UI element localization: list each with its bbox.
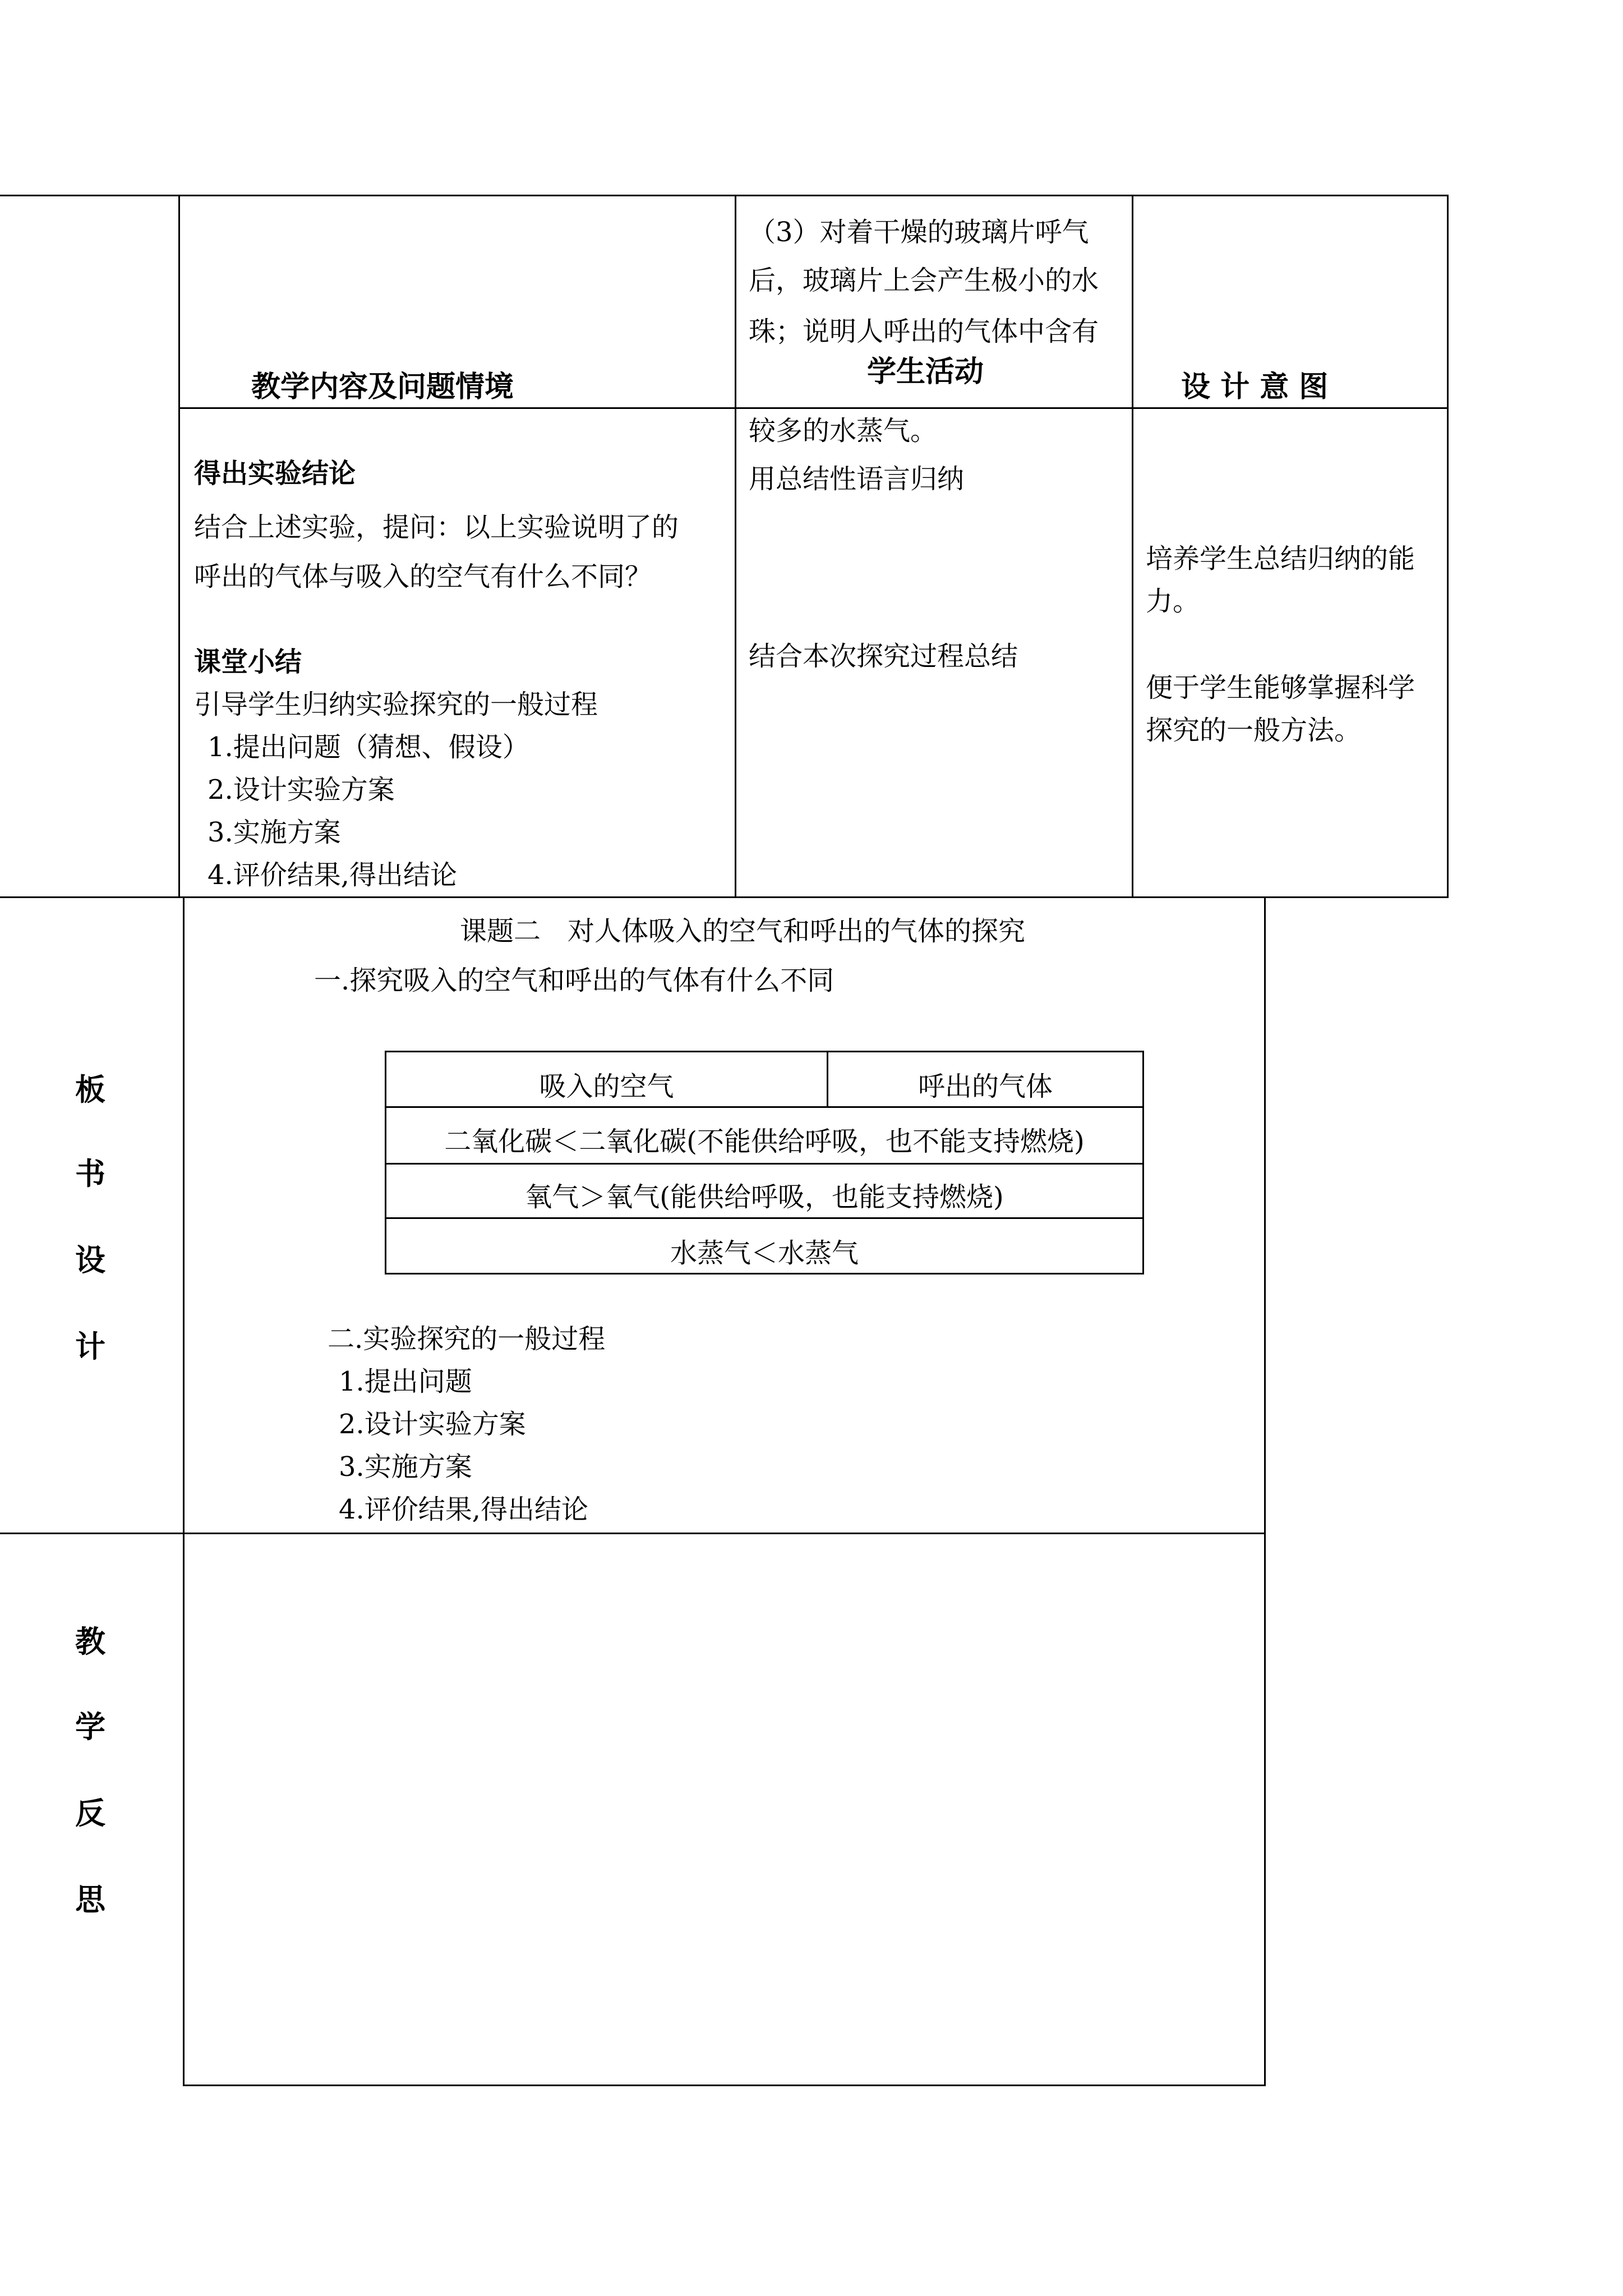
board-step-3: 3.实施方案 [339, 1451, 472, 1483]
inner-row-vapor: 水蒸气＜水蒸气 [670, 1237, 859, 1269]
board-section-2: 二.实验探究的一般过程 [328, 1323, 606, 1355]
intent-line-2: 力。 [1146, 586, 1200, 617]
reflection-label-char-3: 反 [75, 1796, 105, 1831]
student-top-line-3: 珠；说明人呼出的气体中含有 [749, 316, 1099, 347]
board-label-char-3: 设 [75, 1243, 105, 1278]
summary-step-1: 1.提出问题（猜想、假设） [208, 731, 529, 763]
bottom-border-right [1264, 898, 1266, 2086]
board-title: 课题二 对人体吸入的空气和呼出的气体的探究 [460, 915, 1026, 947]
reflection-label-char-1: 教 [75, 1624, 105, 1659]
summary-step-4: 4.评价结果,得出结论 [208, 859, 458, 891]
board-section-1: 一.探究吸入的空气和呼出的气体有什么不同 [314, 965, 834, 996]
header-design-intent: 设 计 意 图 [1181, 370, 1329, 404]
intent-line-4: 探究的一般方法。 [1146, 715, 1362, 746]
conclusion-heading: 得出实验结论 [194, 458, 356, 489]
summary-step-2: 2.设计实验方案 [208, 774, 395, 806]
top-table-col-divider-2 [735, 195, 736, 898]
board-step-4: 4.评价结果,得出结论 [339, 1494, 589, 1525]
top-table-border-top [0, 195, 1449, 196]
board-reflection-divider [0, 1533, 1266, 1534]
student-top-line-2: 后，玻璃片上会产生极小的水 [749, 265, 1099, 296]
header-content: 教学内容及问题情境 [251, 370, 514, 404]
board-step-1: 1.提出问题 [339, 1366, 472, 1397]
top-table-border-bottom [0, 896, 1449, 898]
inner-header-exhaled: 呼出的气体 [917, 1071, 1053, 1102]
top-table-col-divider-3 [1132, 195, 1133, 898]
intent-line-3: 便于学生能够掌握科学 [1146, 672, 1415, 703]
content-question-line-1: 结合上述实验，提问：以上实验说明了的 [194, 512, 679, 543]
inner-row-o2: 氧气＞氧气(能供给呼吸，也能支持燃烧) [525, 1181, 1004, 1213]
summary-heading: 课堂小结 [194, 646, 302, 678]
reflection-label-char-2: 学 [75, 1709, 105, 1745]
summary-step-3: 3.实施方案 [208, 817, 341, 848]
bottom-label-divider [183, 898, 185, 2086]
header-student-activity: 学生活动 [867, 355, 984, 389]
reflection-label-char-4: 思 [75, 1882, 105, 1917]
summary-intro: 引导学生归纳实验探究的一般过程 [194, 689, 598, 720]
inner-row-co2: 二氧化碳＜二氧化碳(不能供给呼吸，也不能支持燃烧) [444, 1126, 1085, 1157]
student-line-2: 用总结性语言归纳 [749, 463, 965, 495]
board-step-2: 2.设计实验方案 [339, 1409, 526, 1440]
inner-header-inhaled: 吸入的空气 [539, 1071, 674, 1102]
inner-table-row-2 [385, 1163, 1144, 1165]
board-label-char-4: 计 [75, 1329, 105, 1364]
content-question-line-2: 呼出的气体与吸入的空气有什么不同？ [194, 561, 652, 592]
board-label-char-2: 书 [75, 1156, 105, 1191]
student-line-3: 结合本次探究过程总结 [749, 641, 1018, 672]
top-table-border-right [1447, 195, 1449, 898]
board-label-char-1: 板 [75, 1072, 105, 1107]
student-line-1: 较多的水蒸气。 [749, 415, 938, 447]
intent-line-1: 培养学生总结归纳的能 [1146, 543, 1415, 574]
student-top-line-1: （3）对着干燥的玻璃片呼气 [749, 217, 1089, 248]
top-table-col-divider-1 [178, 195, 180, 898]
inner-table-top [385, 1051, 1144, 1052]
bottom-border-bottom [183, 2085, 1266, 2086]
inner-table-right [1142, 1051, 1144, 1274]
